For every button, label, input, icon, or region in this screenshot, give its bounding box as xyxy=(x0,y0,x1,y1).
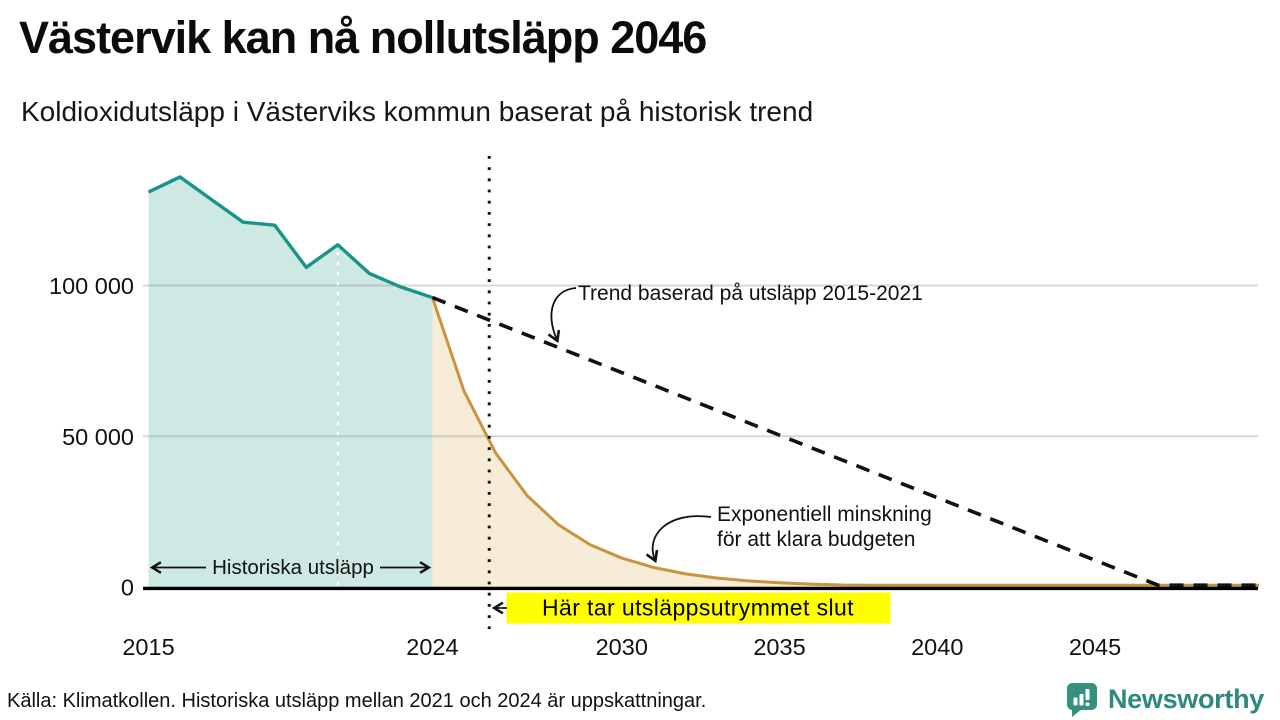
page-title: Västervik kan nå nollutsläpp 2046 xyxy=(19,12,707,63)
x-tick-label: 2030 xyxy=(595,634,648,660)
trend-annotation-label: Trend baserad på utsläpp 2015-2021 xyxy=(578,282,923,305)
exponential-annotation-line2: för att klara budgeten xyxy=(717,528,916,551)
historical-area xyxy=(149,177,433,589)
y-tick-label: 50 000 xyxy=(62,423,134,450)
trend-annotation-arrow xyxy=(551,288,576,340)
budget-end-label: Här tar utsläppsutrymmet slut xyxy=(542,594,854,621)
newsworthy-logo-icon xyxy=(1064,681,1100,718)
chart-plot-area xyxy=(49,156,1259,660)
x-tick-label: 2040 xyxy=(911,634,964,660)
exponential-annotation-line1: Exponentiell minskning xyxy=(717,503,932,526)
x-tick-label: 2015 xyxy=(122,634,175,660)
y-tick-label: 0 xyxy=(120,574,134,601)
historical-span-label: Historiska utsläpp xyxy=(212,556,374,579)
chart-subtitle: Koldioxidutsläpp i Västerviks kommun baserat på historisk trend xyxy=(21,96,814,127)
newsworthy-logo xyxy=(1064,681,1264,718)
newsworthy-logo-text: Newsworthy xyxy=(1107,684,1264,714)
exponential-annotation-arrow xyxy=(653,516,711,560)
y-tick-label: 100 000 xyxy=(49,273,134,299)
x-tick-label: 2035 xyxy=(753,634,806,660)
x-tick-label: 2024 xyxy=(406,634,459,660)
x-tick-label: 2045 xyxy=(1068,634,1122,660)
source-note: Källa: Klimatkollen. Historiska utsläpp mellan 2021 och 2024 är uppskattningar. xyxy=(7,690,707,712)
